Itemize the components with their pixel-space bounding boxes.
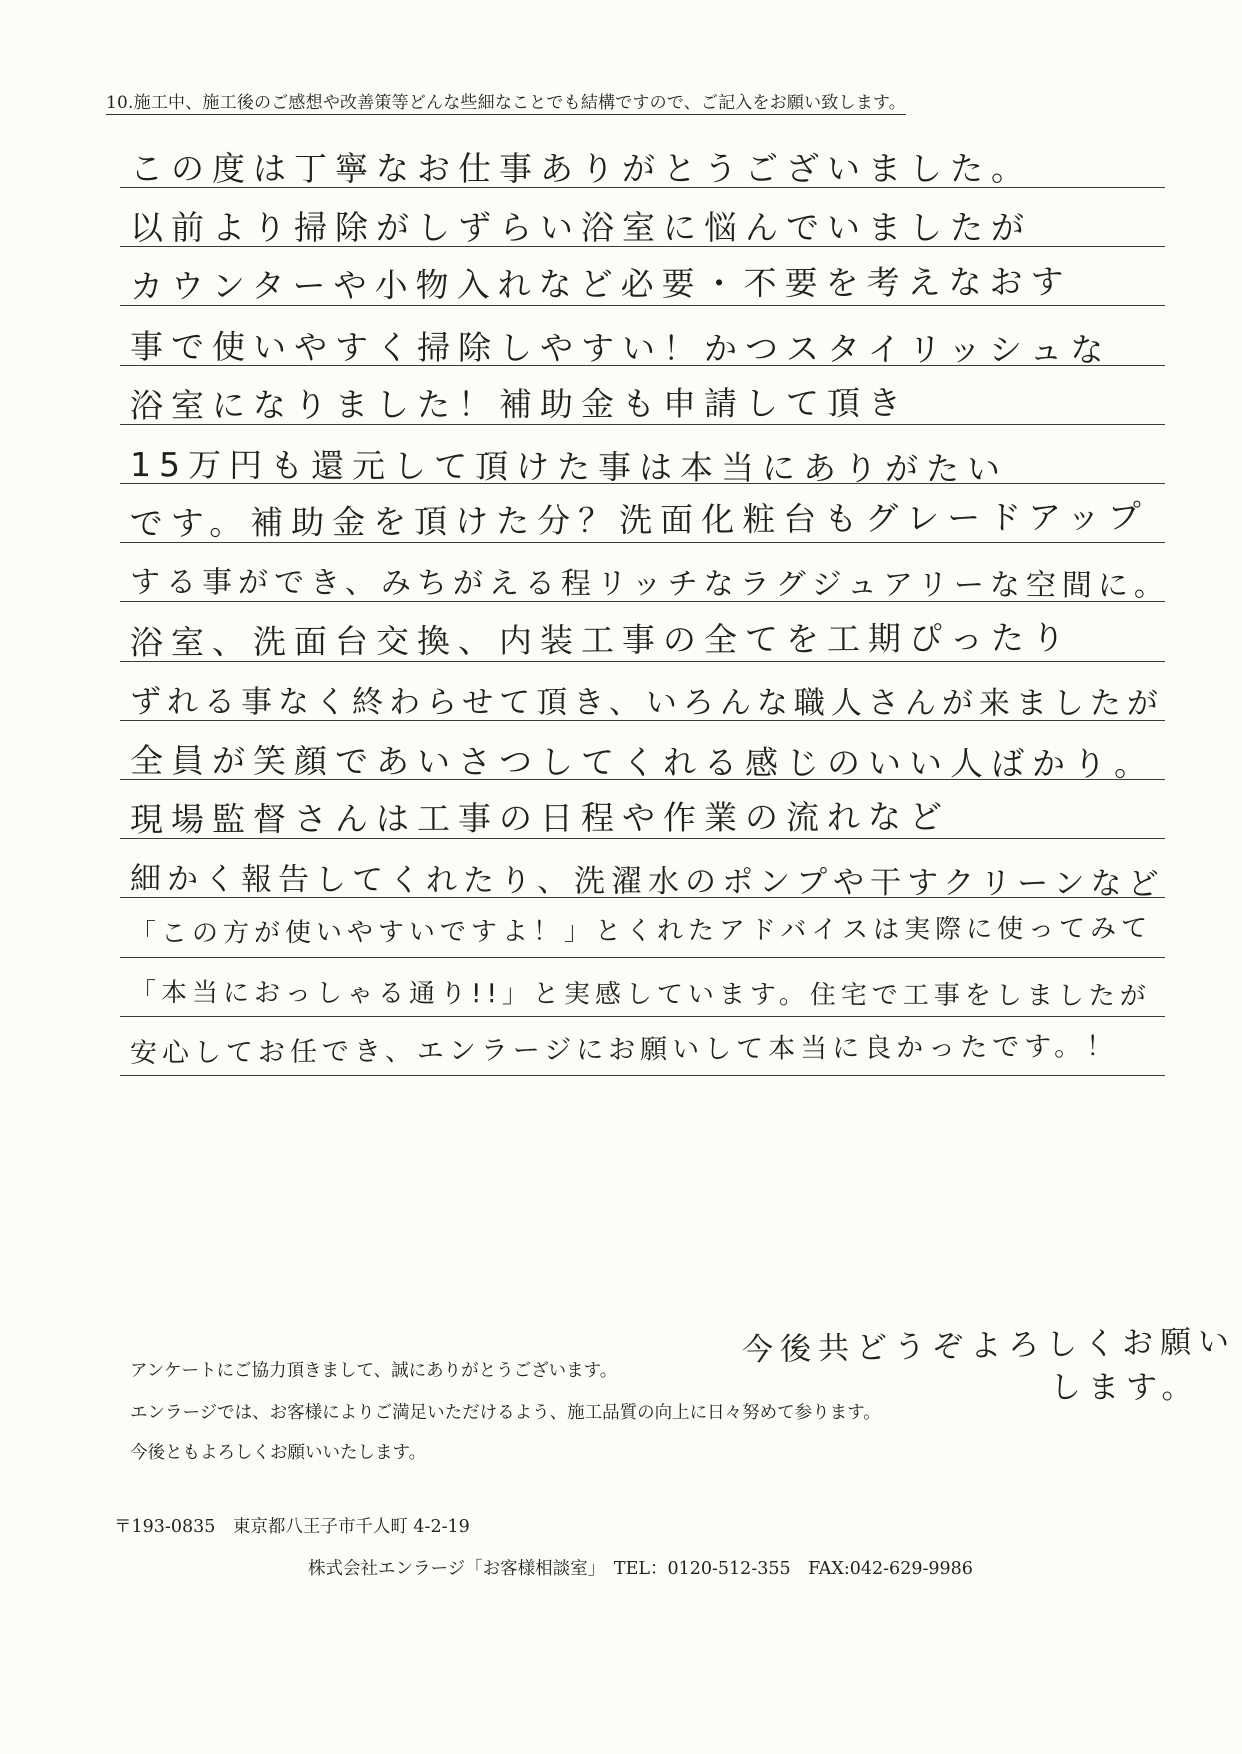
handwritten-closing-line-1: 今後共どうぞよろしくお願い	[741, 1323, 1237, 1369]
ruled-line	[120, 957, 1165, 958]
handwritten-line: 事で使いやすく掃除しやすい！かつスタイリッシュな	[130, 326, 1112, 370]
handwritten-line: 「本当におっしゃる通り!!」と実感しています。住宅で工事をしましたが	[130, 977, 1151, 1012]
handwritten-line: この度は丁寧なお仕事ありがとうございました。	[130, 149, 1032, 188]
handwritten-line: 浴室、洗面台交換、内装工事の全てを工期ぴったり	[129, 617, 1073, 662]
ruled-line	[120, 1016, 1165, 1017]
handwritten-line: です。補助金を頂けた分？洗面化粧台もグレードアップ	[129, 497, 1150, 544]
handwritten-line: 15万円も還元して頂けた事は本当にありがたい	[130, 445, 1009, 489]
thanks-line-3: 今後ともよろしくお願いいたします。	[130, 1443, 427, 1463]
company-address: 〒193-0835 東京都八王子市千人町 4-2-19	[114, 1517, 470, 1537]
handwritten-line: 細かく報告してくれたり、洗濯水のポンプや干すクリーンなど	[130, 861, 1165, 903]
survey-question: 10.施工中、施工後のご感想や改善策等どんな些細なことでも結構ですので、ご記入をお願い致します。	[106, 88, 906, 115]
thanks-line-1: アンケートにご協力頂きまして、誠にありがとうございます。	[130, 1361, 618, 1381]
handwritten-line: 安心してお任でき、エンラージにお願いして本当に良かったです。！	[129, 1031, 1119, 1069]
handwritten-line: 浴室になりました！補助金も申請して頂き	[129, 383, 909, 425]
handwritten-line: 「この方が使いやすいですよ！」とくれたアドバイスは実際に使ってみて	[129, 913, 1153, 949]
handwritten-line: 以前より掃除がしずらい浴室に悩んでいましたが	[130, 208, 1032, 248]
handwritten-line: 全員が笑顔であいさつしてくれる感じのいい人ばかり。	[130, 741, 1156, 784]
handwritten-line: カウンターや小物入れなど必要・不要を考えなおす	[129, 262, 1072, 307]
ruled-line	[120, 1075, 1165, 1076]
thanks-line-2: エンラージでは、お客様によりご満足いただけるよう、施工品質の向上に日々努めて参ります。	[130, 1403, 881, 1423]
handwritten-line: 現場監督さんは工事の日程や作業の流れなど	[129, 797, 950, 840]
handwritten-line: ずれる事なく終わらせて頂き、いろんな職人さんが来ましたが	[130, 683, 1164, 722]
handwritten-closing-line-2: します。	[1050, 1370, 1200, 1406]
company-contact: 株式会社エンラージ「お客様相談室」 TEL：0120-512-355 FAX:042-629-9986	[308, 1559, 973, 1579]
handwritten-line: する事ができ、みちがえる程リッチなラグジュアリーな空間に。	[130, 565, 1170, 605]
